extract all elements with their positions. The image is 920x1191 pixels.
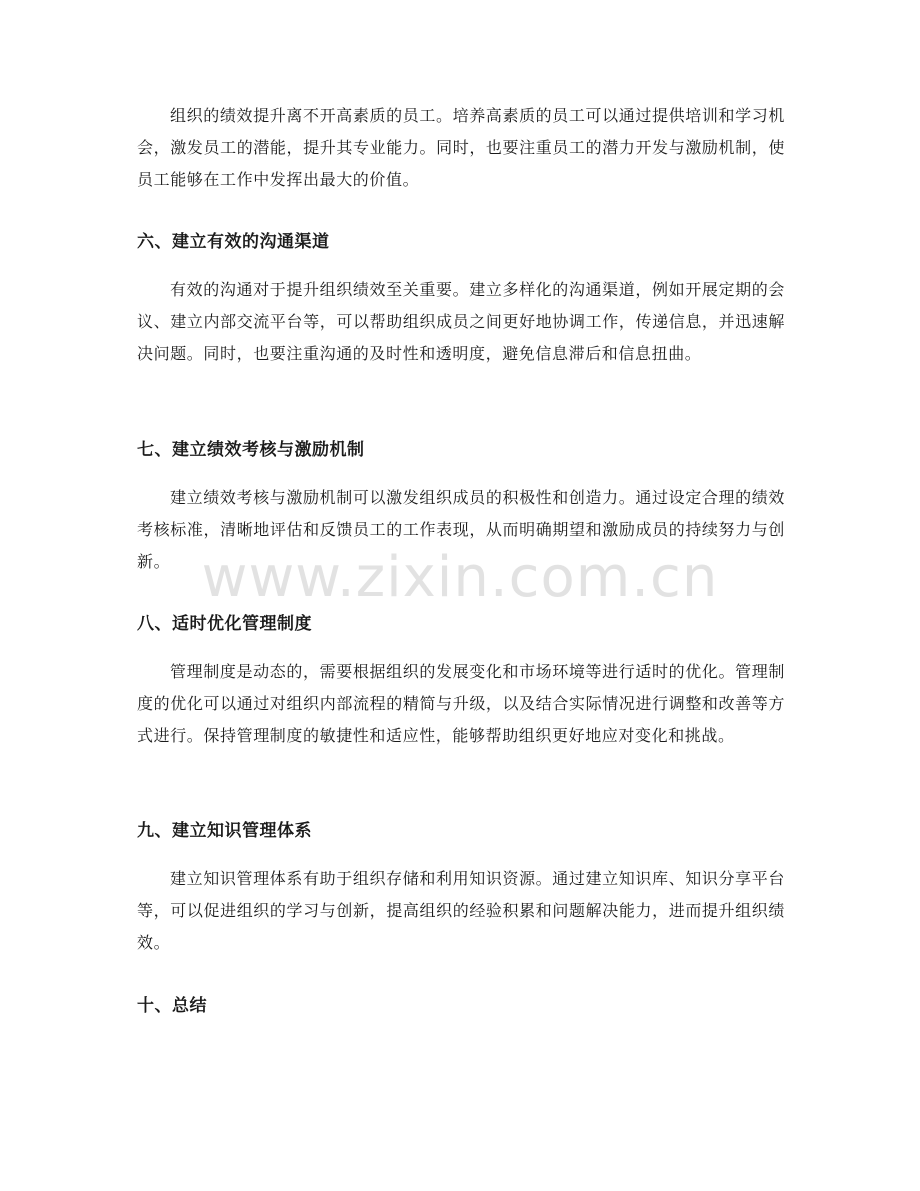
section-6-body (137, 274, 785, 370)
section-8-heading-block (137, 612, 785, 636)
section-9-body (137, 863, 785, 959)
section-8-body (137, 656, 785, 752)
section-heading-8: 八、适时优化管理制度 (137, 614, 312, 634)
section-7-body (137, 482, 785, 578)
section-10-heading-block (137, 994, 785, 1018)
section-heading-7: 七、建立绩效考核与激励机制 (137, 440, 365, 460)
section-paragraph-8: 管理制度是动态的，需要根据组织的发展变化和市场环境等进行适时的优化。管理制度的优化可以通过对组织内部流程的精简与升级，以及结合实际情况进行调整和改善等方式进行。保持管理制度的敏捷性和适应性，能够帮助组织更好地应对变化和挑战。 (137, 662, 785, 745)
watermark-text: www.zixin.com.cn (201, 545, 719, 610)
section-paragraph-7: 建立绩效考核与激励机制可以激发组织成员的积极性和创造力。通过设定合理的绩效考核标准，清晰地评估和反馈员工的工作表现，从而明确期望和激励成员的持续努力与创新。 (137, 488, 785, 571)
intro-paragraph: 组织的绩效提升离不开高素质的员工。培养高素质的员工可以通过提供培训和学习机会，激发员工的潜能，提升其专业能力。同时，也要注重员工的潜力开发与激励机制，使员工能够在工作中发挥出最大的价值。 (137, 106, 785, 189)
section-9-heading-block (137, 819, 785, 843)
section-paragraph-6: 有效的沟通对于提升组织绩效至关重要。建立多样化的沟通渠道，例如开展定期的会议、建立内部交流平台等，可以帮助组织成员之间更好地协调工作，传递信息，并迅速解决问题。同时，也要注重沟通的及时性和透明度，避免信息滞后和信息扭曲。 (137, 280, 785, 363)
section-7-heading-block (137, 438, 785, 462)
section-6-heading-block (137, 230, 785, 254)
section-heading-9: 九、建立知识管理体系 (137, 821, 312, 841)
intro-section (137, 100, 785, 196)
section-paragraph-9: 建立知识管理体系有助于组织存储和利用知识资源。通过建立知识库、知识分享平台等，可以促进组织的学习与创新，提高组织的经验积累和问题解决能力，进而提升组织绩效。 (137, 869, 785, 952)
section-heading-10: 十、总结 (137, 996, 207, 1016)
section-heading-6: 六、建立有效的沟通渠道 (137, 232, 330, 252)
